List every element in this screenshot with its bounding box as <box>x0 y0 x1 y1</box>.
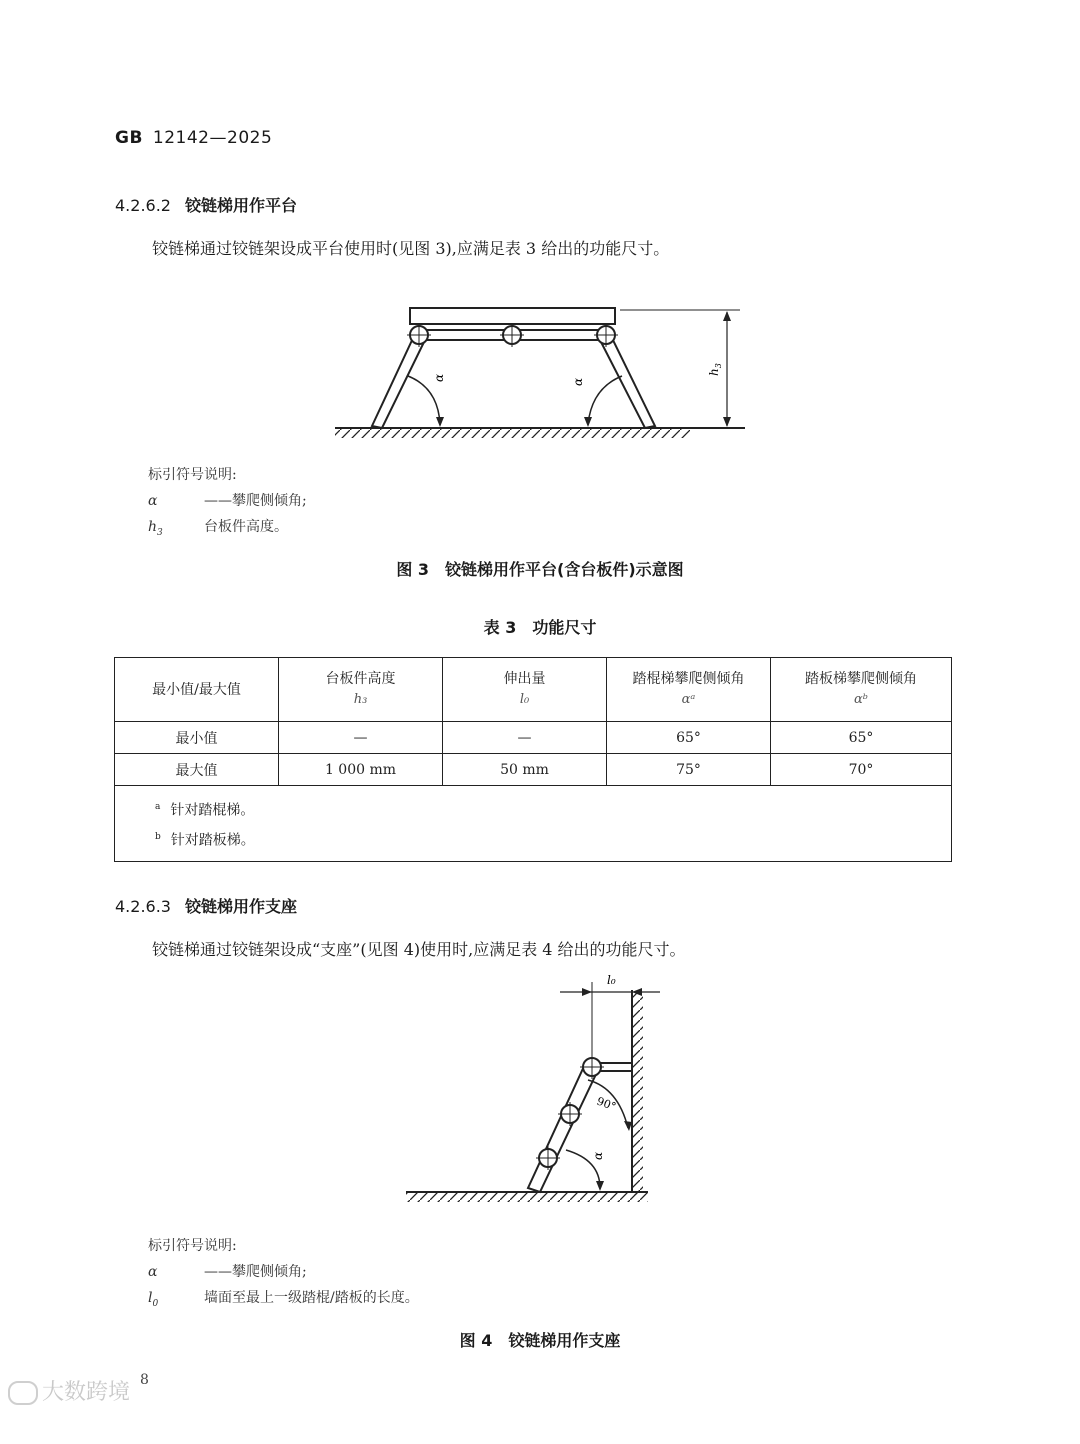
header-cell: 伸出量 l₀ <box>443 658 607 722</box>
legend-title: 标引符号说明: <box>148 1238 237 1254</box>
hinge-middle <box>500 323 524 347</box>
angle-90-label: 90° <box>594 1094 618 1114</box>
platform-board <box>410 308 615 324</box>
left-leg <box>372 336 425 428</box>
ladder-leg <box>528 1062 598 1192</box>
table-cell: — <box>443 722 607 754</box>
table-note: $^b$ 针对踏板梯。 <box>155 831 255 849</box>
standard-code: 12142—2025 <box>152 128 273 148</box>
ground-line <box>335 428 745 438</box>
table-cell: 50 mm <box>443 754 607 786</box>
angle-arc-left <box>408 376 440 424</box>
header-cell: 踏板梯攀爬侧倾角 αᵇ <box>771 658 952 722</box>
clause-body-text: 铰链梯通过铰链架设成平台使用时(见图 3),应满足表 3 给出的功能尺寸。 <box>152 239 670 258</box>
table-notes-row <box>115 786 952 862</box>
table-cell: 75° <box>607 754 771 786</box>
h3-label: $h_3$ <box>707 363 723 376</box>
clause-body-text: 铰链梯通过铰链架设成“支座”(见图 4)使用时,应满足表 4 给出的功能尺寸。 <box>152 940 686 959</box>
clause-heading-4-2-6-3 <box>115 894 297 917</box>
row-label: 最大值 <box>115 754 279 786</box>
table-cell: 65° <box>771 722 952 754</box>
legend-item: $l_0$ 墙面至最上一级踏棍/踏板的长度。 <box>148 1290 419 1309</box>
angle-arc-right <box>588 376 622 424</box>
standard-number <box>115 128 272 148</box>
legend-item: $h_3$ 台板件高度。 <box>148 519 288 538</box>
clause-number: 4.2.6.3 <box>115 897 171 916</box>
header-cell: 台板件高度 h₃ <box>279 658 443 722</box>
header-cell: 踏棍梯攀爬侧倾角 αᵃ <box>607 658 771 722</box>
figure-4-diagram <box>400 970 670 1215</box>
watermark: 大数跨境 <box>8 1375 130 1406</box>
function-dimensions-table <box>114 657 952 862</box>
figure-3-caption: 图 3 铰链梯用作平台(含台板件)示意图 <box>396 560 684 579</box>
figure-3-legend <box>148 462 307 546</box>
table-row <box>115 754 952 786</box>
right-leg <box>600 336 655 428</box>
figure-4-caption: 图 4 铰链梯用作支座 <box>459 1331 621 1350</box>
legend-item: α ——攀爬侧倾角; <box>148 1264 307 1280</box>
l0-label: l₀ <box>607 973 616 987</box>
table-cell: 1 000 mm <box>279 754 443 786</box>
clause-title: 铰链梯用作支座 <box>184 897 297 916</box>
clause-number: 4.2.6.2 <box>115 196 171 215</box>
table-cell: 65° <box>607 722 771 754</box>
table-3-title: 表 3 功能尺寸 <box>483 618 597 637</box>
standard-prefix: GB <box>115 128 143 148</box>
clause-title: 铰链梯用作平台 <box>184 196 297 215</box>
alpha-label-right: α <box>571 377 585 386</box>
legend-item: α ——攀爬侧倾角; <box>148 493 307 509</box>
watermark-logo-icon <box>8 1381 38 1405</box>
table-header-row <box>115 658 952 722</box>
legend-title: 标引符号说明: <box>148 467 237 483</box>
page-number: 8 <box>140 1372 149 1388</box>
table-notes <box>115 786 952 862</box>
alpha-label: α <box>591 1151 605 1160</box>
figure-3-diagram <box>330 300 750 445</box>
table-row <box>115 722 952 754</box>
table-note: $^a$ 针对踏棍梯。 <box>155 802 255 819</box>
clause-heading-4-2-6-2 <box>115 193 297 216</box>
table-cell: — <box>279 722 443 754</box>
header-cell: 最小值/最大值 <box>115 658 279 722</box>
row-label: 最小值 <box>115 722 279 754</box>
alpha-label-left: α <box>432 373 446 382</box>
table-cell: 70° <box>771 754 952 786</box>
figure-4-legend <box>148 1233 419 1317</box>
